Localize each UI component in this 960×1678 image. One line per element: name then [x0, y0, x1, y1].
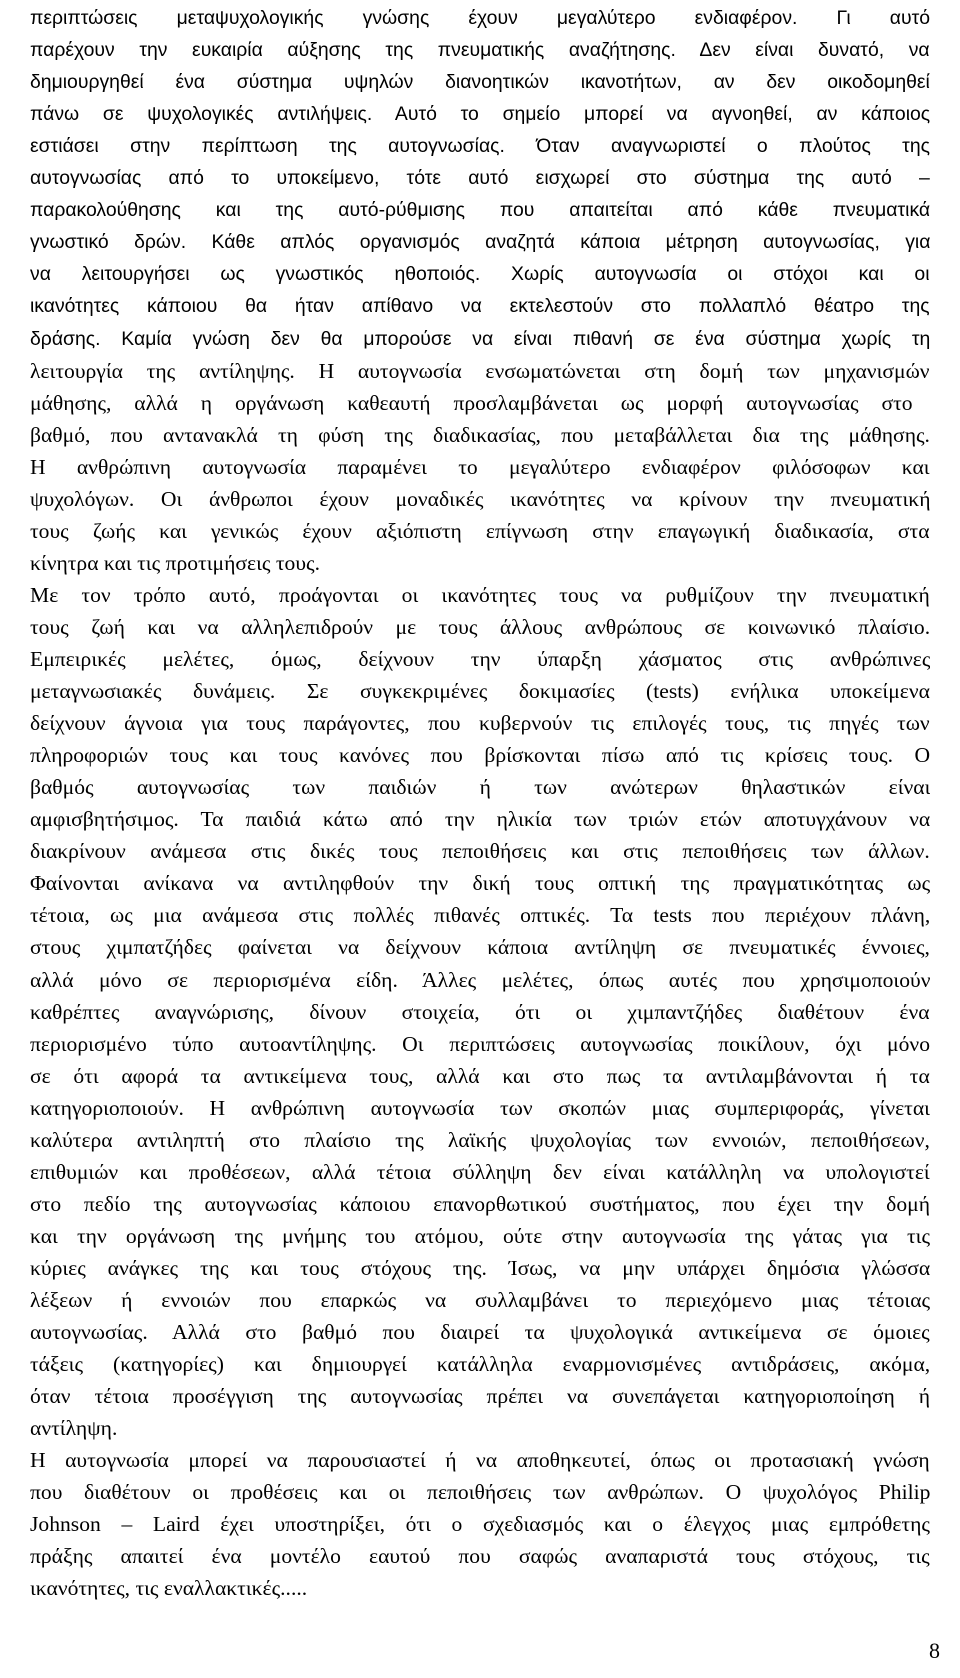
text-line: καλύτερα αντιληπτή στο πλαίσιο της λαϊκής ψυχολογίας των εννοιών, πεποιθήσεων, — [30, 1127, 930, 1152]
text-line: τέτοια, ως μια ανάμεσα στις πολλές πιθανές οπτικές. Τα tests που περιέχουν πλάνη, — [30, 903, 930, 928]
text-line: αμφισβητήσιμος. Τα παιδιά κάτω από την ηλικία των τριών ετών αποτυγχάνουν να — [30, 807, 930, 832]
text-line: Η αυτογνωσία μπορεί να παρουσιαστεί ή να αποθηκευτεί, όπως οι προτασιακή γνώση — [30, 1448, 930, 1473]
text-line: στο πεδίο της αυτογνωσίας κάποιου επανορθωτικού συστήματος, που έχει την δομή — [30, 1191, 930, 1216]
text-line: που διαθέτουν οι προθέσεις και οι πεποιθήσεις των ανθρώπων. Ο ψυχολόγος Philip — [30, 1480, 930, 1505]
text-line: όταν τέτοια προσέγγιση της αυτογνωσίας πρέπει να συνεπάγεται κατηγοριοποίηση ή — [30, 1384, 930, 1409]
text-line: εστιάσει στην περίπτωση της αυτογνωσίας. Όταν αναγνωριστεί ο πλούτος της — [30, 135, 930, 158]
text-line: κύριες ανάγκες της και τους στόχους της. Ίσως, να μην υπάρχει δημόσια γλώσσα — [30, 1255, 930, 1280]
text-line: ικανότητες κάποιου θα ήταν απίθανο να εκτελεστούν στο πολλαπλό θέατρο της — [30, 295, 930, 318]
page-number: 8 — [929, 1638, 940, 1663]
text-line: δράσης. Καμία γνώση δεν θα μπορούσε να είναι πιθανή σε ένα σύστημα χωρίς τη — [30, 327, 930, 350]
text-line: παρέχουν την ευκαιρία αύξησης της πνευματικής αναζήτησης. Δεν είναι δυνατό, να — [30, 39, 930, 61]
text-line: να λειτουργήσει ως γνωστικός ηθοποιός. Χωρίς αυτογνωσία οι στόχοι και οι — [30, 263, 930, 286]
text-line: κίνητρα και τις προτιμήσεις τους. — [30, 550, 320, 575]
text-line: σε ότι αφορά τα αντικείμενα τους, αλλά και στο πως τα αντιλαμβάνονται ή τα — [30, 1063, 930, 1088]
text-line: πράξης απαιτεί ένα μοντέλο εαυτού που σαφώς αναπαριστά τους στόχους, τις — [30, 1544, 930, 1569]
text-line: λέξεων ή εννοιών που επαρκώς να συλλαμβάνει το περιεχόμενο μιας τέτοιας — [30, 1288, 930, 1312]
text-line: βαθμός αυτογνωσίας των παιδιών ή των ανώτερων θηλαστικών είναι — [30, 775, 930, 800]
text-line: πάνω σε ψυχολογικές αντιλήψεις. Αυτό το σημείο μπορεί να αγνοηθεί, αν κάποιος — [30, 103, 930, 126]
text-line: περιπτώσεις μεταψυχολογικής γνώσης έχουν μεγαλύτερο ενδιαφέρον. Γι αυτό — [30, 7, 930, 29]
text-line: περιορισμένο τύπο αυτοαντίληψης. Οι περιπτώσεις αυτογνωσίας ποικίλουν, όχι μόνο — [30, 1031, 930, 1056]
text-line: Johnson – Laird έχει υποστηρίξει, ότι ο σχεδιασμός και ο έλεγχος μιας εμπρόθετης — [30, 1512, 930, 1537]
text-line: Εμπειρικές μελέτες, όμως, δείχνουν την ύπαρξη χάσματος στις ανθρώπινες — [30, 647, 930, 671]
text-line: μάθησης, αλλά η οργάνωση καθεαυτή προσλαμβάνεται ως μορφή αυτογνωσίας στο — [30, 390, 913, 415]
text-line: δείχνουν άγνοια για τους παράγοντες, που κυβερνούν τις επιλογές τους, τις πηγές των — [30, 711, 930, 736]
text-line: Φαίνονται ανίκανα να αντιληφθούν την δική τους οπτική της πραγματικότητας ως — [30, 871, 930, 896]
text-line: τάξεις (κατηγορίες) και δημιουργεί κατάλληλα εναρμονισμένες αντιδράσεις, ακόμα, — [30, 1352, 930, 1377]
text-line: αντίληψη. — [30, 1416, 118, 1441]
text-line: πληροφοριών τους και τους κανόνες που βρίσκονται πίσω από τις κρίσεις τους. Ο — [30, 743, 930, 768]
text-line: και την οργάνωση της μνήμης του ατόμου, ούτε στην αυτογνωσία της γάτας για τις — [30, 1223, 930, 1248]
text-line: τους ζωή και να αλληλεπιδρούν με τους άλλους ανθρώπους σε κοινωνικό πλαίσιο. — [30, 614, 930, 639]
text-line: δημιουργηθεί ένα σύστημα υψηλών διανοητικών ικανοτήτων, αν δεν οικοδομηθεί — [30, 71, 930, 94]
text-line: τους ζωής και γενικώς έχουν αξιόπιστη επίγνωση στην επαγωγική διαδικασία, στα — [30, 518, 930, 543]
text-line: παρακολούθησης και της αυτό-ρύθμισης που απαιτείται από κάθε πνευματικά — [30, 199, 930, 222]
text-line: καθρέπτες αναγνώρισης, δίνουν στοιχεία, ότι οι χιμπαντζήδες διαθέτουν ένα — [30, 999, 930, 1024]
text-line: στους χιμπατζήδες φαίνεται να δείχνουν κάποια αντίληψη σε πνευματικές έννοιες, — [30, 935, 930, 960]
text-line: Με τον τρόπο αυτό, προάγονται οι ικανότητες τους να ρυθμίζουν την πνευματική — [30, 582, 930, 607]
text-line: αυτογνωσίας από το υποκείμενο, τότε αυτό εισχωρεί στο σύστημα της αυτό – — [30, 167, 930, 190]
text-line: διακρίνουν ανάμεσα στις δικές τους πεποιθήσεις και στις πεποιθήσεις των άλλων. — [30, 839, 930, 864]
text-line: κατηγοριοποιούν. Η ανθρώπινη αυτογνωσία των σκοπών μιας συμπεριφοράς, γίνεται — [30, 1095, 930, 1120]
text-line: επιθυμιών και προθέσεων, αλλά τέτοια σύλληψη δεν είναι κατάλληλη να υπολογιστεί — [30, 1159, 930, 1184]
text-line: αλλά μόνο σε περιορισμένα είδη. Άλλες μελέτες, όπως αυτές που χρησιμοποιούν — [30, 967, 930, 992]
text-line: λειτουργία της αντίληψης. Η αυτογνωσία ενσωματώνεται στη δομή των μηχανισμών — [30, 358, 930, 383]
text-line: αυτογνωσίας. Αλλά στο βαθμό που διαιρεί τα ψυχολογικά αντικείμενα σε όμοιες — [30, 1320, 930, 1344]
text-line: γνωστικό δρών. Κάθε απλός οργανισμός αναζητά κάποια μέτρηση αυτογνωσίας, για — [30, 231, 930, 254]
text-line: ψυχολόγων. Οι άνθρωποι έχουν μοναδικές ικανότητες να κρίνουν την πνευματική — [30, 486, 930, 511]
text-line: βαθμό, που αντανακλά τη φύση της διαδικασίας, που μεταβάλλεται δια της μάθησης. — [30, 422, 930, 447]
text-line: Η ανθρώπινη αυτογνωσία παραμένει το μεγαλύτερο ενδιαφέρον φιλόσοφων και — [30, 454, 930, 479]
text-line: μεταγνωσιακές δυνάμεις. Σε συγκεκριμένες δοκιμασίες (tests) ενήλικα υποκείμενα — [30, 679, 930, 703]
text-line: ικανότητες, τις εναλλακτικές..... — [30, 1576, 308, 1601]
